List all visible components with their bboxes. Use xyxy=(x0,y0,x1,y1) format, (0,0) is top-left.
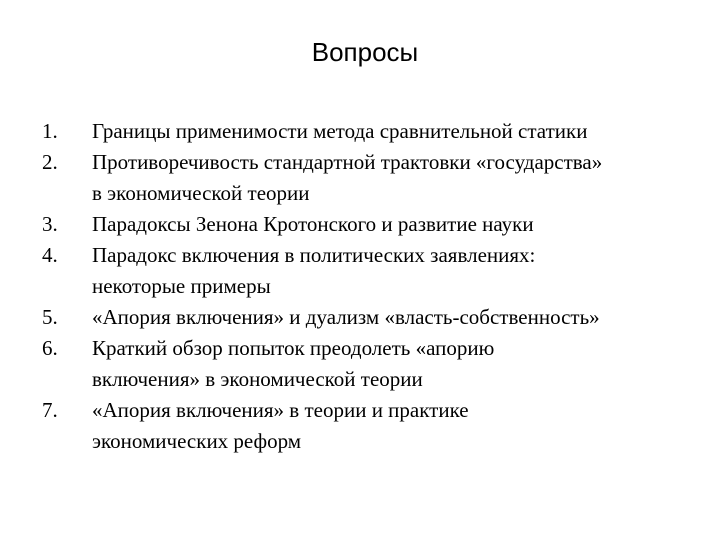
list-item-number: 5. xyxy=(42,305,58,329)
list-item xyxy=(42,395,702,457)
list-item-number: 7. xyxy=(42,398,58,422)
list-item-number: 2. xyxy=(42,150,58,174)
slide-title: Вопросы xyxy=(311,37,419,67)
list-item-line: включения» в экономической теории xyxy=(92,367,423,391)
list-item-text xyxy=(92,395,702,457)
list-item-number: 1. xyxy=(42,119,58,143)
questions-list xyxy=(42,116,702,457)
list-item xyxy=(42,302,702,333)
list-item xyxy=(42,147,702,209)
list-item-line: Парадокс включения в политических заявлениях: xyxy=(92,243,536,267)
list-item-text xyxy=(92,333,702,395)
list-item-text xyxy=(92,147,702,209)
list-item-line: Противоречивость стандартной трактовки «государства» xyxy=(92,150,603,174)
list-item-line: Парадоксы Зенона Кротонского и развитие науки xyxy=(92,212,534,236)
list-item-line: «Апория включения» и дуализм «власть-собственность» xyxy=(92,305,600,329)
list-item xyxy=(42,333,702,395)
list-item xyxy=(42,240,702,302)
list-item-line: в экономической теории xyxy=(92,181,310,205)
list-item-number: 3. xyxy=(42,212,58,236)
list-item xyxy=(42,209,702,240)
list-item-text xyxy=(92,209,702,240)
list-item-text xyxy=(92,240,702,302)
list-item-text xyxy=(92,116,702,147)
list-item-line: экономических реформ xyxy=(92,429,302,453)
list-item xyxy=(42,116,702,147)
list-item-number: 4. xyxy=(42,243,58,267)
list-item-text xyxy=(92,302,702,333)
list-item-line: некоторые примеры xyxy=(92,274,271,298)
list-item-line: Границы применимости метода сравнительной статики xyxy=(92,119,588,143)
list-item-line: «Апория включения» в теории и практике xyxy=(92,398,469,422)
list-item-line: Краткий обзор попыток преодолеть «апорию xyxy=(92,336,495,360)
list-item-number: 6. xyxy=(42,336,58,360)
